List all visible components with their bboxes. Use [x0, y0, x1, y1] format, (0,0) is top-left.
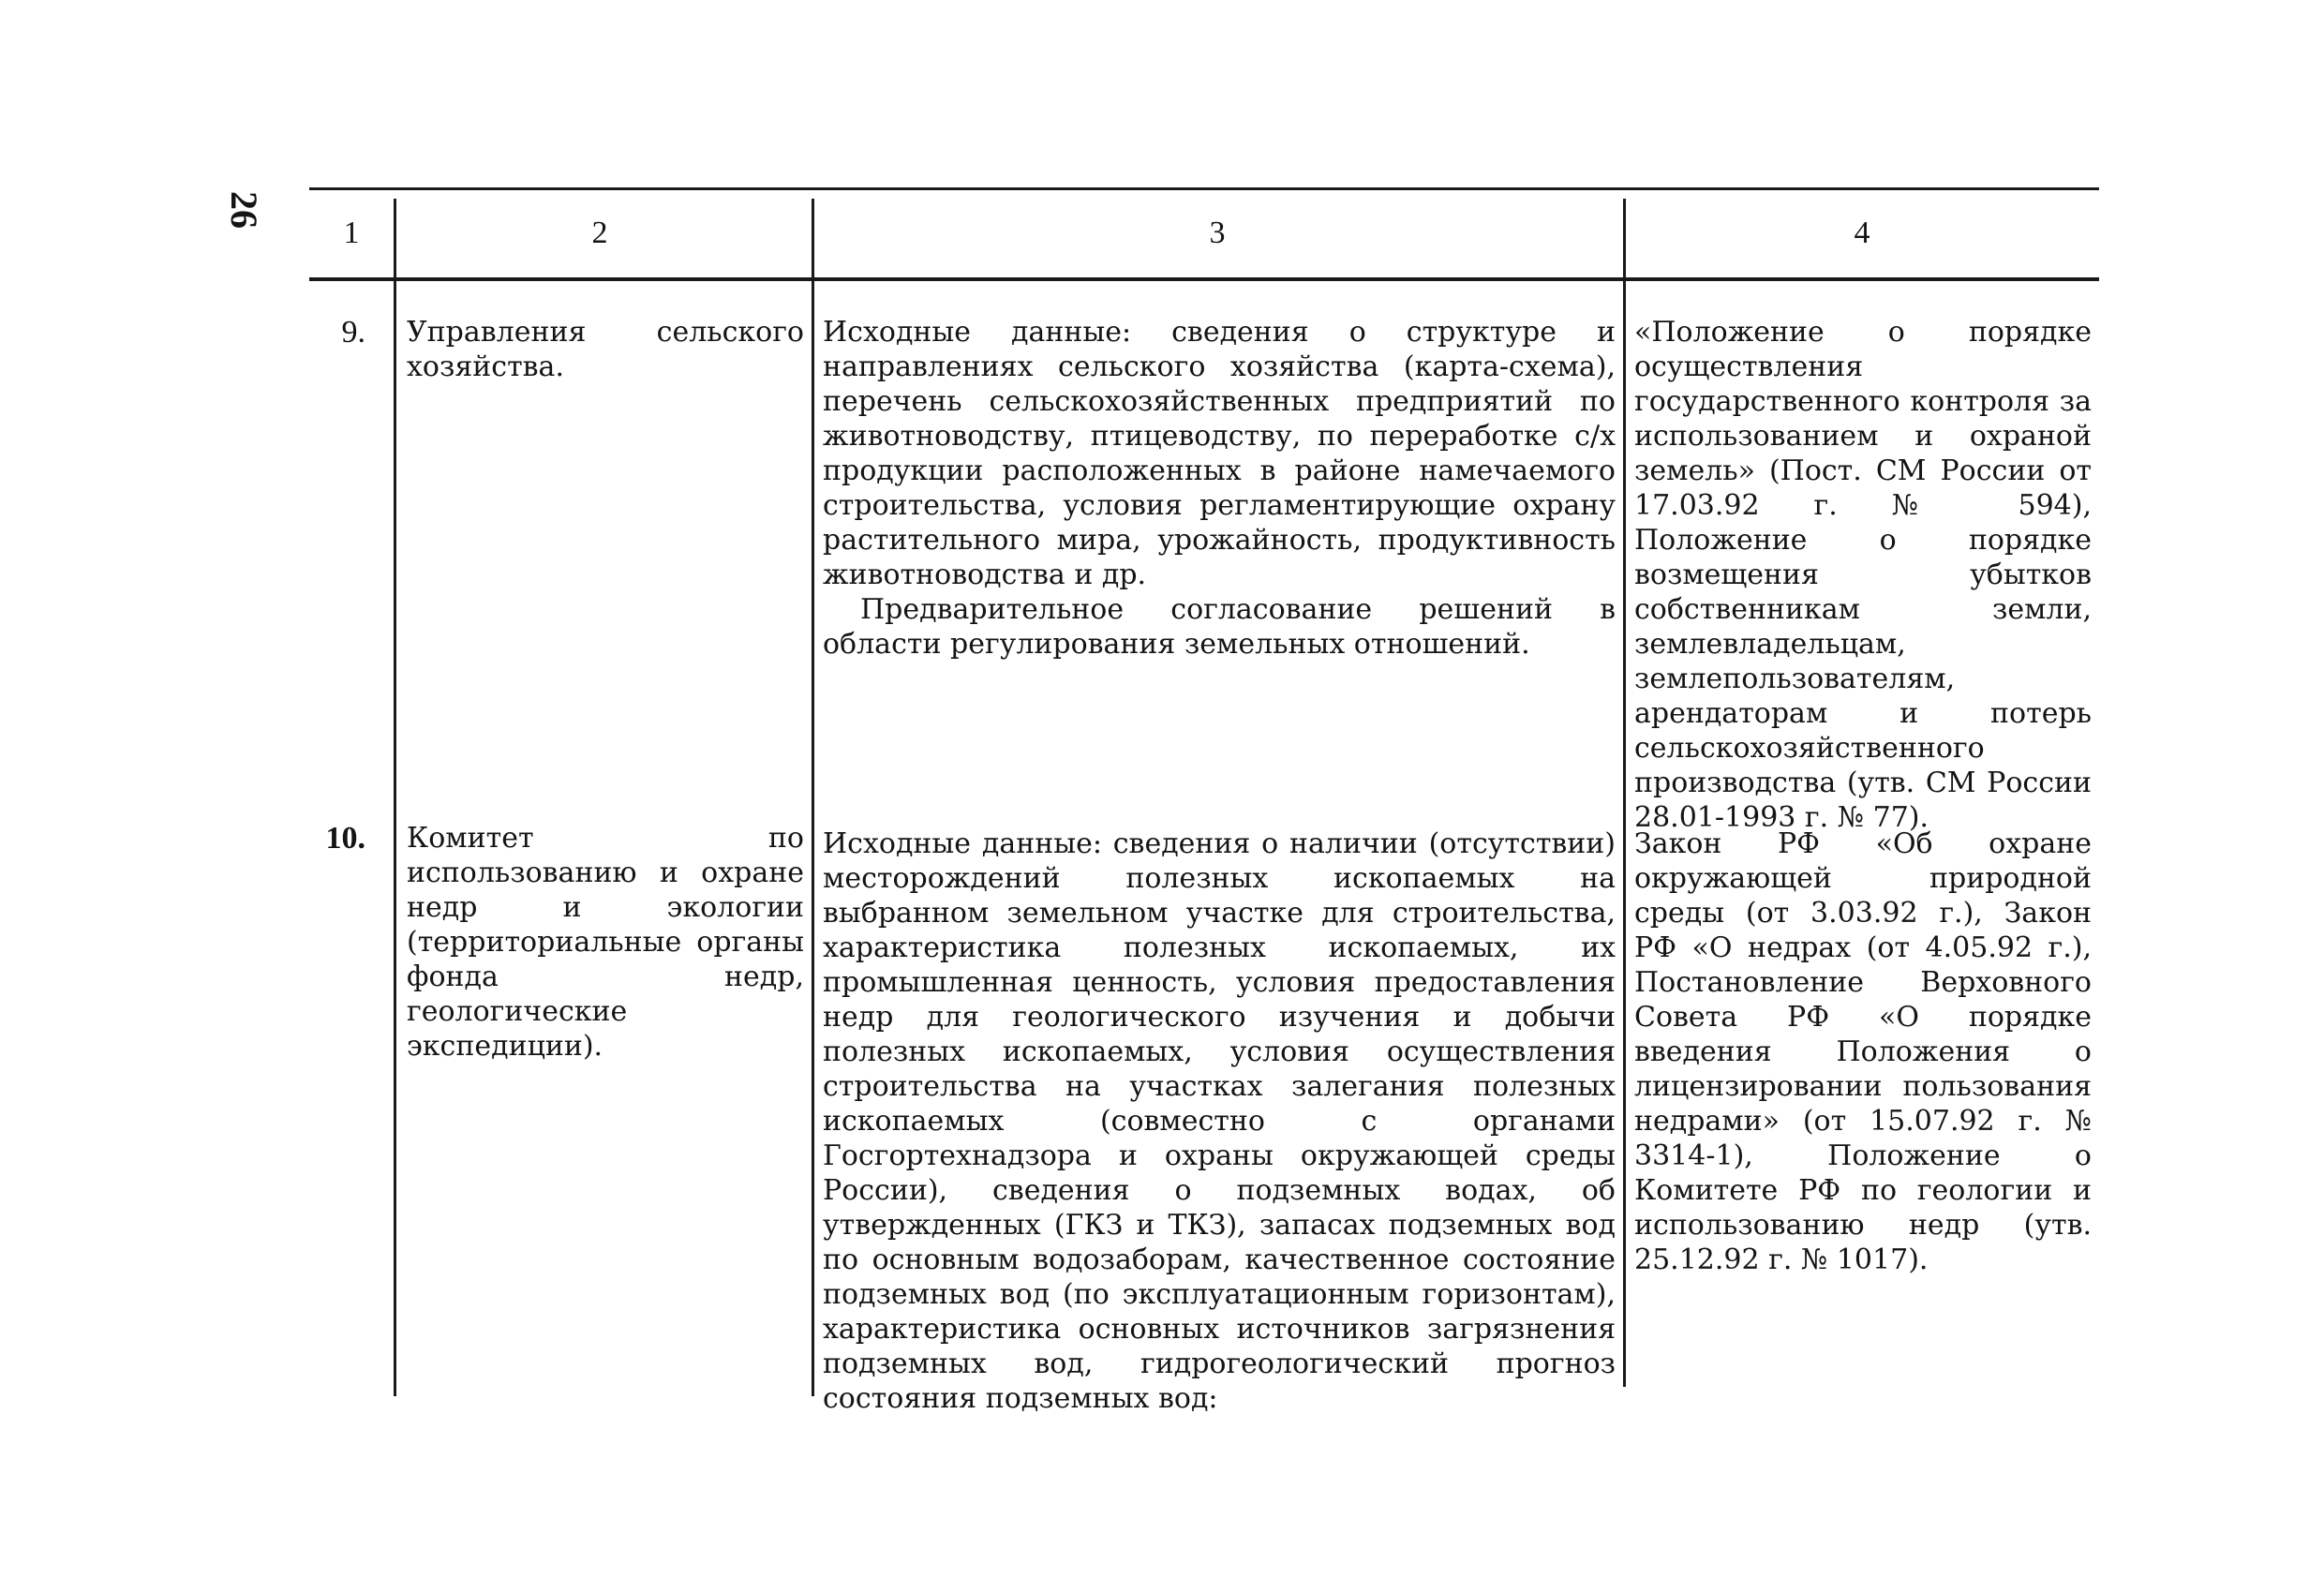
normative-documents-cell [1634, 315, 2092, 835]
organization-cell [407, 315, 804, 384]
column-header-3: 3 [1209, 216, 1226, 250]
column-divider-2 [812, 199, 814, 1396]
source-data-paragraph: Исходные данные: сведения о наличии (отсутствии) месторождений полезных ископаемых на выбранном земельном участке для строительства, характеристика полезных ископаемых, их промышленная ценность, условия предоставления недр для геологического изучения и добычи полезных ископаемых, условия осуществления строительства на участках залегания полезных ископаемых (совместно с органами Госгортехнадзора и охраны окружающей среды России), сведения о подземных водах, об утвержденных (ГКЗ и ТКЗ), запасах подземных вод по основным водозаборам, качественное состояние подземных вод (по эксплуатационным горизонтам), характеристика основных источников загрязнения подземных вод, гидрогеологический прогноз состояния подземных вод: [823, 827, 1616, 1415]
column-header-2: 2 [591, 216, 608, 250]
normative-documents-text: «Положение о порядке осуществления государственного контроля за использованием и охраной земель» (Пост. СМ России от 17.03.92 г. № 594), Положение о порядке возмещения убытков собственникам земли, землевладельцам, землепользователям, арендаторам и потерь сельскохозяйственного производства (утв. СМ России 28.01-1993 г. № 77). [1634, 316, 2092, 834]
page-number: 26 [223, 191, 265, 229]
row-number: 9. [341, 315, 365, 350]
column-divider-1 [394, 199, 396, 1396]
source-data-paragraph: Исходные данные: сведения о структуре и направлениях сельского хозяйства (карта-схема), перечень сельскохозяйственных предприятий по животноводству, птицеводству, по переработке с/х продукции расположенных в районе намечаемого строительства, условия регламентирующие охрану растительного мира, урожайность, продуктивность животноводства и др. [823, 316, 1616, 591]
organization-text: Управления сельского хозяйства. [407, 316, 804, 383]
normative-documents-cell [1634, 826, 2092, 1277]
column-header-1: 1 [343, 216, 360, 250]
source-data-cell [823, 826, 1616, 1416]
column-divider-3 [1623, 199, 1626, 1387]
table-top-rule [309, 187, 2099, 190]
header-bottom-rule [309, 277, 2099, 281]
normative-documents-text: Закон РФ «Об охране окружающей природной среды (от 3.03.92 г.), Закон РФ «О недрах (от 4.05.92 г.), Постановление Верховного Совета РФ «О порядке введения Положения о лицензировании пользования недрами» (от 15.07.92 г. № 3314-1), Положение о Комитете РФ по геологии и использованию недр (утв. 25.12.92 г. № 1017). [1634, 827, 2092, 1276]
column-header-4: 4 [1854, 216, 1870, 250]
row-number: 10. [325, 821, 365, 856]
organization-text: Комитет по использованию и охране недр и экологии (территориальные органы фонда недр, геологические экспедиции). [407, 822, 804, 1063]
source-data-cell [823, 315, 1616, 662]
source-data-paragraph: Предварительное согласование решений в области регулирования земельных отношений. [823, 593, 1616, 661]
organization-cell [407, 821, 804, 1064]
